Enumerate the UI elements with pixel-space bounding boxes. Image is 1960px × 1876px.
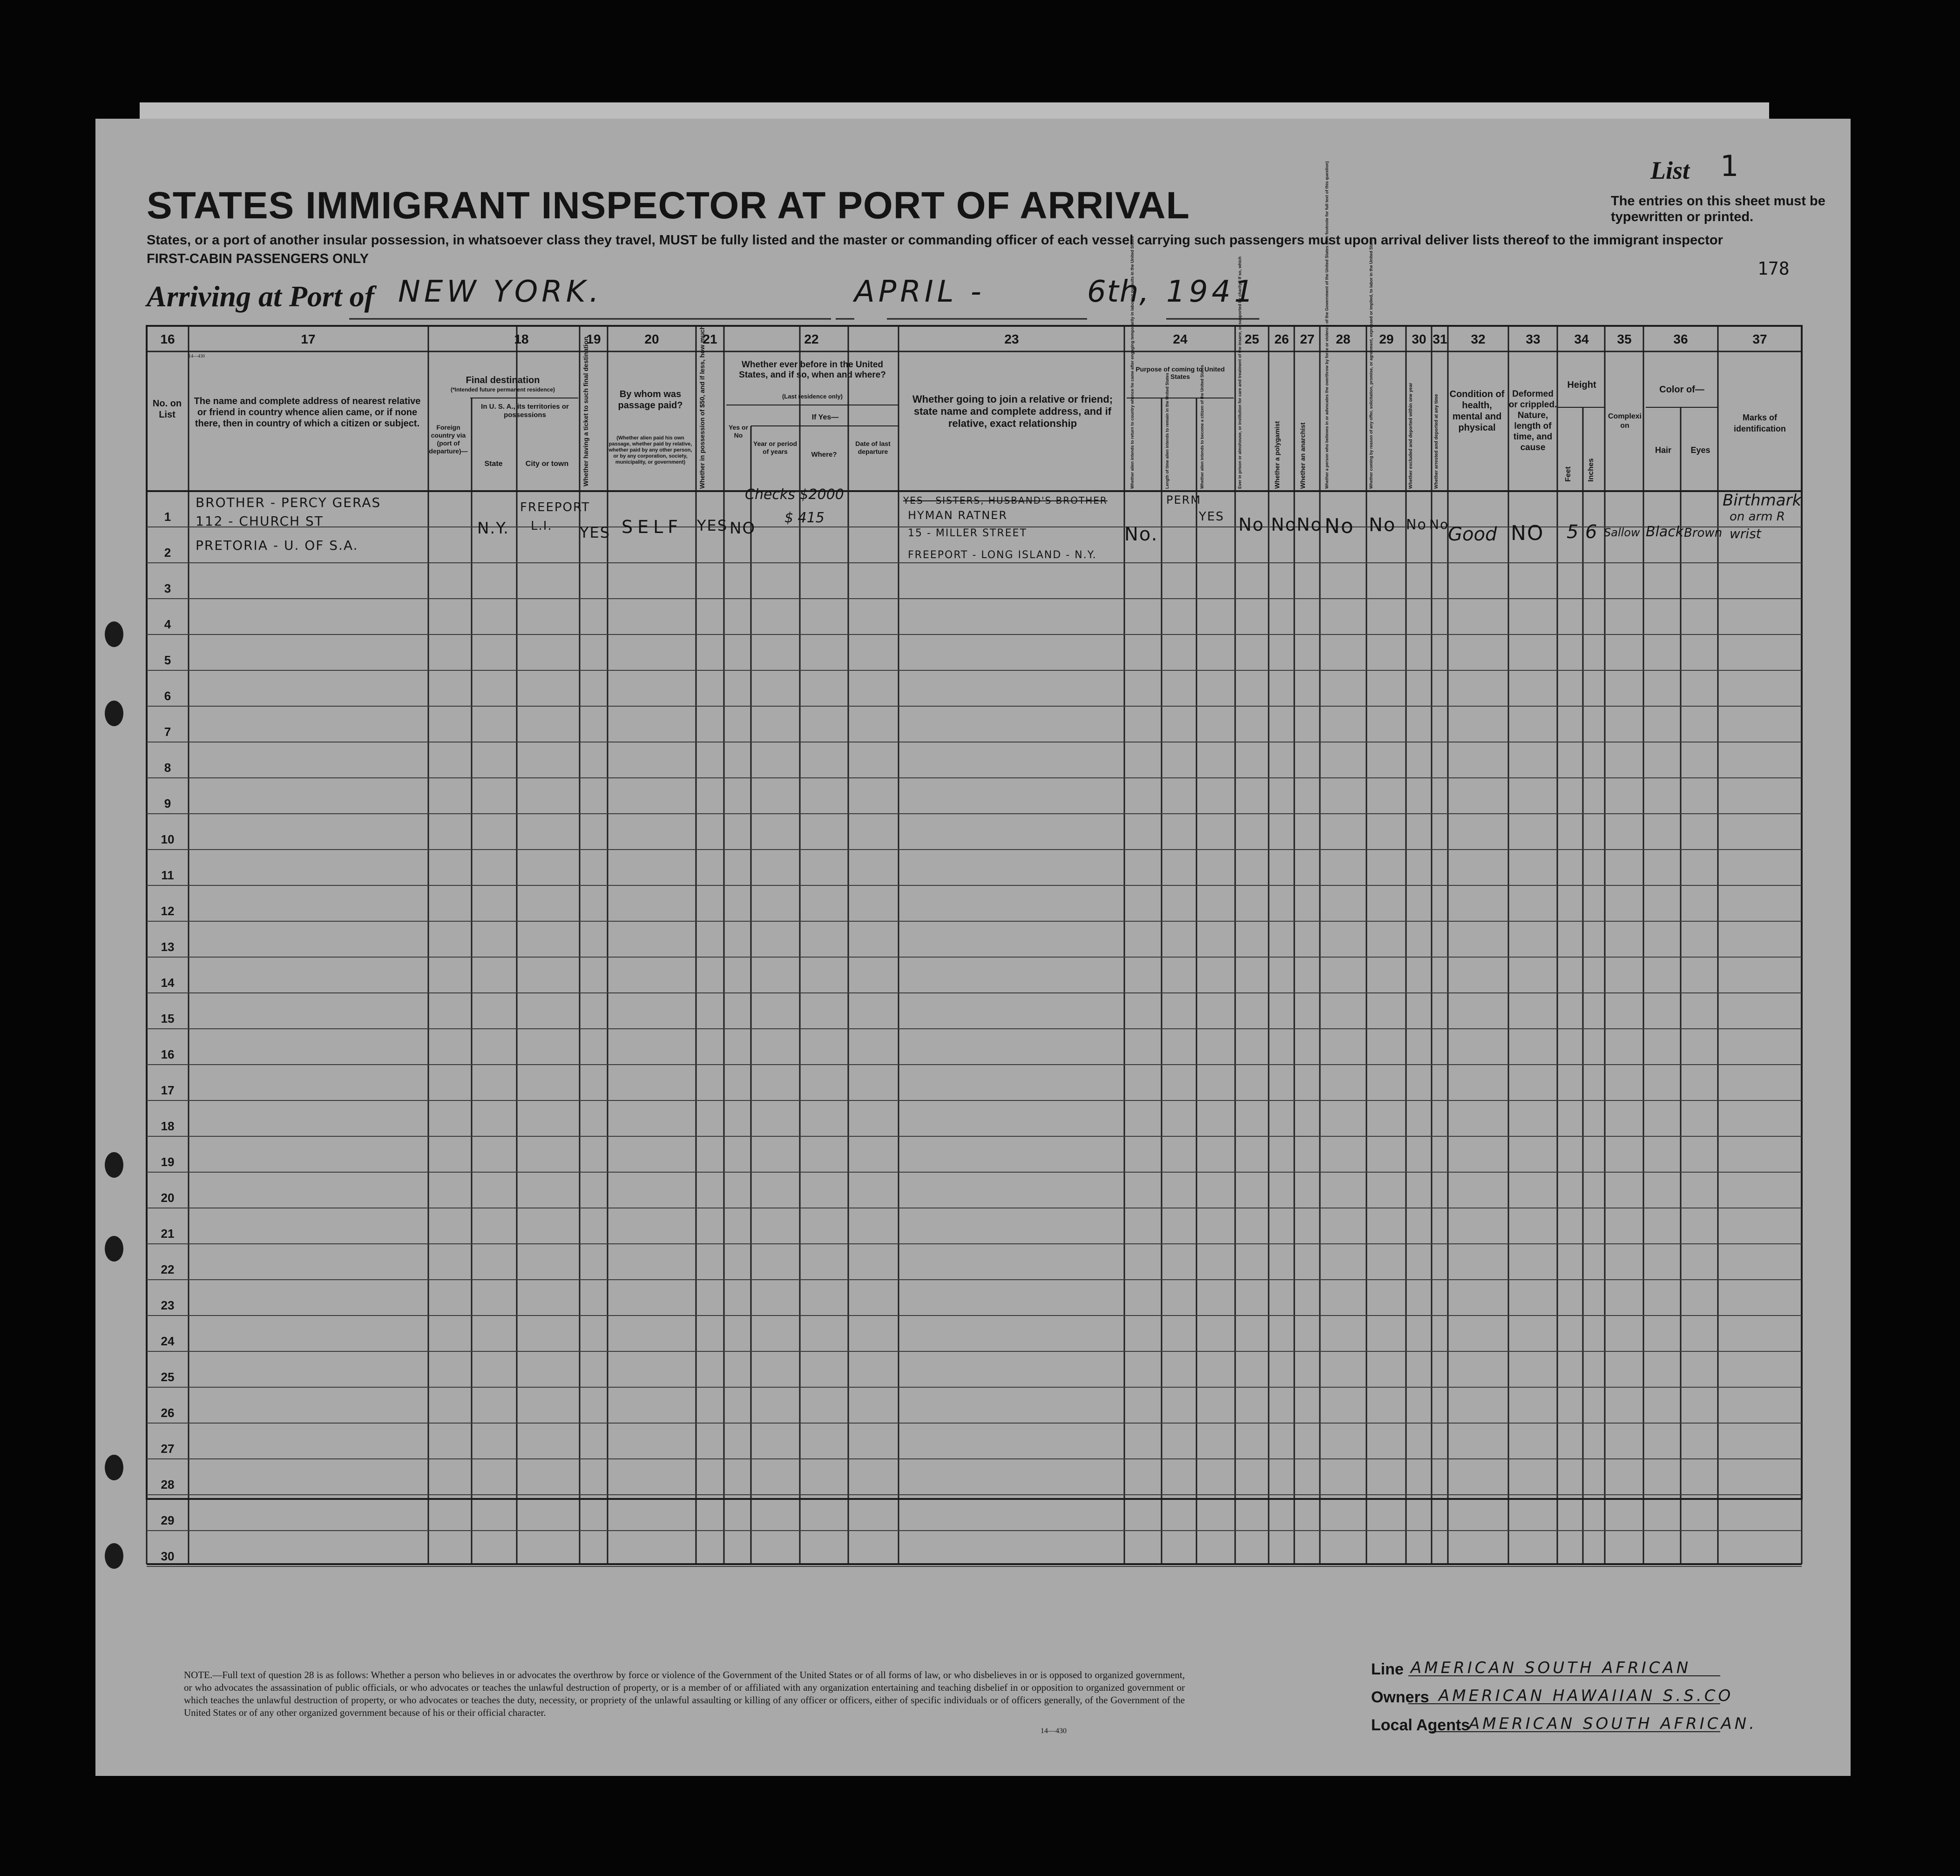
header-color-of: Color of— bbox=[1659, 385, 1704, 395]
row-number: 15 bbox=[161, 1012, 175, 1026]
column-number: 35 bbox=[1617, 332, 1632, 346]
header-deformed: Deformed or crippled. Nature, length of time, and cause bbox=[1508, 389, 1557, 452]
entry1-money: YES bbox=[697, 517, 728, 534]
column-number: 28 bbox=[1336, 332, 1351, 346]
header-passage-note: (Whether alien paid his own passage, whether paid by relative, whether paid by any other person, or by any corporation, society, municipality, or government) bbox=[608, 435, 692, 465]
row-number: 27 bbox=[161, 1442, 175, 1456]
header-anarchist: Whether an anarchist bbox=[1299, 422, 1306, 489]
header-final-destination: Final destination bbox=[466, 375, 540, 385]
row-number: 23 bbox=[161, 1298, 175, 1312]
entry1-health: Good bbox=[1448, 524, 1497, 545]
entry1-join-line3: 15 - MILLER STREET bbox=[908, 527, 1027, 539]
header-ever-before-note: (Last residence only) bbox=[782, 393, 843, 400]
column-number: 24 bbox=[1173, 332, 1188, 346]
entry1-relative-line1: BROTHER - PERCY GERAS bbox=[196, 495, 381, 510]
list-label: List bbox=[1650, 156, 1690, 184]
header-foreign-country: Foreign country via (port of departure)— bbox=[429, 424, 468, 455]
row-number: 28 bbox=[161, 1478, 175, 1491]
column-number: 17 bbox=[301, 332, 316, 346]
row-number: 2 bbox=[164, 546, 171, 560]
column-number: 21 bbox=[703, 332, 717, 346]
entry1-join-line1: YES - SISTERS, HUSBAND'S BROTHER bbox=[903, 495, 1108, 506]
row-number: 22 bbox=[161, 1262, 175, 1276]
entry1-checks-line2: $ 415 bbox=[784, 510, 825, 526]
row-number: 18 bbox=[161, 1119, 175, 1133]
row-number: 20 bbox=[161, 1191, 175, 1205]
month-value: APRIL - bbox=[854, 275, 985, 309]
row-number: 3 bbox=[164, 581, 171, 595]
row-number: 12 bbox=[161, 904, 175, 918]
year-value: 1941 bbox=[1166, 275, 1257, 309]
column-number: 19 bbox=[586, 332, 601, 346]
header-purpose-return: Whether alien intends to return to country whence he came after engaging temporarily in laboring pursuits in the United States bbox=[1130, 236, 1135, 489]
header-usa: In U. S. A., its territories or possessions bbox=[481, 403, 569, 419]
line-label: Line bbox=[1371, 1660, 1404, 1678]
header-final-destination-note: (*Intended future permanent residence) bbox=[450, 386, 555, 393]
header-if-yes: If Yes— bbox=[811, 413, 839, 421]
header-where: Where? bbox=[811, 451, 837, 459]
row-number: 8 bbox=[164, 761, 171, 775]
header-state: State bbox=[484, 460, 503, 468]
header-eyes: Eyes bbox=[1690, 445, 1710, 455]
entry1-passage: SELF bbox=[622, 517, 683, 537]
question-28-footnote: NOTE.—Full text of question 28 is as follows: Whether a person who believes in or advocates the overthrow by force or violence of the Government of the United States or of all forms of law, or who disbelieves in or is opposed to organized government, or who advocates the assassination of public officials, or who advocates or teaches the unlawful destruction of property, or is a member of or affiliated with any organization entertaining and teaching disbelief in or opposition to organized government or which teaches the unlawful destruction of property, or who advocates or teaches the duty, necessity, or propriety of the unlawful assaulting or killing of any officer or officers, either of specific individuals or of officers generally, of the Government of the United States or of any other organized government because of his or their official character. bbox=[184, 1669, 1185, 1718]
header-prison: Ever in prison or almshouse, or institution for care and treatment of the insane, or supported by charity? If so, which bbox=[1237, 256, 1242, 489]
header-excluded: Whether excluded and deported within one year bbox=[1408, 383, 1413, 489]
entry1-labor: No bbox=[1369, 514, 1396, 536]
header-ticket: Whether having a ticket to such final destination bbox=[582, 336, 589, 486]
header-passage: By whom was passage paid? bbox=[618, 389, 683, 411]
entry1-prison: No bbox=[1238, 514, 1264, 535]
column-number: 16 bbox=[160, 332, 175, 346]
entry1-length: PERM bbox=[1166, 493, 1202, 506]
header-feet: Feet bbox=[1564, 466, 1572, 482]
header-height: Height bbox=[1567, 380, 1596, 390]
instructions-line: States, or a port of another insular possession, in whatsoever class they travel, MUST be fully listed and the master or commanding officer of each vessel carrying such passengers must upon arrival deliver lists thereof to the immigrant inspector bbox=[147, 233, 1723, 248]
row-number: 24 bbox=[161, 1334, 175, 1348]
row-number: 14 bbox=[161, 976, 175, 990]
column-number: 31 bbox=[1433, 332, 1447, 346]
header-inches: Inches bbox=[1587, 458, 1595, 482]
column-number: 37 bbox=[1752, 332, 1767, 346]
entry1-relative-line3: PRETORIA - U. OF S.A. bbox=[196, 538, 358, 553]
column-number: 32 bbox=[1471, 332, 1486, 346]
header-yes-no: Yes or No bbox=[728, 424, 749, 439]
column-number: 30 bbox=[1412, 332, 1426, 346]
entry1-hair: Black bbox=[1646, 524, 1684, 540]
entry1-join-line4: FREEPORT - LONG ISLAND - N.Y. bbox=[908, 549, 1097, 561]
header-purpose-length: Length of time alien intends to remain in the United States bbox=[1165, 372, 1169, 489]
passenger-class: FIRST-CABIN PASSENGERS ONLY bbox=[147, 251, 369, 266]
header-overthrow: Whether a person who believes in or advocates the overthrow by force or violence of the Government of the United States (See footnote for full text of this question) bbox=[1325, 161, 1329, 489]
entry1-polygamist: No bbox=[1271, 514, 1297, 535]
column-number: 25 bbox=[1244, 332, 1259, 346]
row-number: 10 bbox=[161, 832, 175, 846]
entry1-marks-line1: Birthmark bbox=[1723, 491, 1802, 510]
column-number: 26 bbox=[1274, 332, 1289, 346]
column-number: 36 bbox=[1673, 332, 1688, 346]
entry1-city-line2: L.I. bbox=[531, 519, 553, 533]
entry1-city-line1: FREEPORT bbox=[520, 500, 590, 514]
local-agents-value: AMERICAN SOUTH AFRICAN. bbox=[1469, 1714, 1757, 1733]
entry1-relative-line2: 112 - CHURCH ST bbox=[196, 513, 324, 529]
header-hair: Hair bbox=[1655, 445, 1671, 455]
header-arrested: Whether arrested and deported at any time bbox=[1434, 394, 1439, 489]
entry1-return: No. bbox=[1124, 524, 1158, 545]
entry1-complexion: Sallow bbox=[1604, 526, 1640, 539]
row-number: 25 bbox=[161, 1370, 175, 1384]
entry1-feet: 5 bbox=[1567, 521, 1579, 543]
entry1-excluded: No bbox=[1406, 517, 1427, 533]
entry1-state: N.Y. bbox=[477, 519, 509, 538]
row-number: 5 bbox=[164, 653, 171, 667]
local-agents-label: Local Agents bbox=[1371, 1716, 1470, 1734]
entry1-eyes: Brown bbox=[1684, 526, 1723, 540]
line-value: AMERICAN SOUTH AFRICAN bbox=[1411, 1659, 1691, 1677]
entry1-overthrow: No bbox=[1325, 514, 1354, 538]
entry1-before: NO bbox=[730, 519, 756, 538]
row-number: 7 bbox=[164, 725, 171, 739]
header-purpose: Purpose of coming to United States bbox=[1135, 365, 1225, 380]
entry1-deformed: NO bbox=[1511, 521, 1544, 545]
entry1-marks-line2: on arm R bbox=[1730, 510, 1785, 524]
row-number: 11 bbox=[161, 868, 174, 882]
row-number: 29 bbox=[161, 1513, 175, 1527]
entry1-citizen: YES bbox=[1199, 510, 1224, 524]
row-number: 21 bbox=[161, 1227, 175, 1241]
header-date-departure: Date of last departure bbox=[855, 440, 891, 455]
page-title: STATES IMMIGRANT INSPECTOR AT PORT OF ARRIVAL bbox=[147, 184, 1190, 227]
arriving-label: Arriving at Port of bbox=[147, 280, 374, 313]
entry1-anarchist: No bbox=[1297, 514, 1323, 535]
entry1-inches: 6 bbox=[1585, 521, 1597, 543]
header-join-relative: Whether going to join a relative or friend; state name and complete address, and if relative, exact relationship bbox=[912, 393, 1113, 429]
entry1-ticket: YES bbox=[580, 524, 611, 541]
form-code-bottom: 14—430 bbox=[1041, 1727, 1067, 1735]
entry1-marks-line3: wrist bbox=[1730, 526, 1761, 541]
header-labor-offer: Whether coming by reason of any offer, solicitation, promise, or agreement, expressed or implied, to labor in the United States bbox=[1369, 237, 1373, 489]
owners-label: Owners bbox=[1371, 1688, 1429, 1706]
header-relative: The name and complete address of nearest relative or friend in country whence alien came, or if none there, then in country of which a citizen or subject. bbox=[194, 396, 421, 429]
header-health: Condition of health, mental and physical bbox=[1449, 389, 1505, 433]
column-number: 33 bbox=[1526, 332, 1541, 346]
header-ever-before: Whether ever before in the United States, and if so, when and where? bbox=[739, 360, 886, 380]
column-number: 34 bbox=[1574, 332, 1589, 346]
row-number: 9 bbox=[164, 796, 171, 810]
row-number: 17 bbox=[161, 1083, 175, 1097]
column-number: 23 bbox=[1004, 332, 1019, 346]
header-year: Year or period of years bbox=[753, 440, 798, 455]
row-number: 4 bbox=[164, 617, 171, 631]
sheet-number: 178 bbox=[1757, 258, 1790, 279]
manifest-sheet bbox=[95, 119, 1851, 1776]
header-marks: Marks of identification bbox=[1734, 413, 1786, 433]
header-polygamist: Whether a polygamist bbox=[1273, 421, 1281, 489]
header-money: Whether in possession of $50, and if less, how much bbox=[698, 325, 706, 489]
header-purpose-citizen: Whether alien intends to become a citizen of the United States bbox=[1200, 364, 1204, 489]
list-number: 1 bbox=[1720, 149, 1739, 183]
column-number: 22 bbox=[804, 332, 819, 346]
entry1-arrested: No bbox=[1429, 517, 1449, 532]
day-value: 6th, bbox=[1087, 275, 1150, 309]
column-number: 18 bbox=[514, 332, 529, 346]
header-list-number: No. on List bbox=[152, 398, 182, 420]
header-city: City or town bbox=[525, 460, 569, 468]
row-number: 30 bbox=[161, 1549, 175, 1563]
column-number: 27 bbox=[1300, 332, 1315, 346]
form-code-top: 14—430 bbox=[189, 354, 205, 359]
column-number: 29 bbox=[1379, 332, 1394, 346]
port-value: NEW YORK. bbox=[398, 275, 603, 309]
typewritten-note: The entries on this sheet must be typewritten or printed. bbox=[1611, 194, 1825, 224]
header-complexion: Complexion bbox=[1608, 412, 1642, 430]
entry1-join-line2: HYMAN RATNER bbox=[908, 509, 1008, 522]
row-number: 13 bbox=[161, 940, 175, 954]
entry1-checks-line1: Checks $2000 bbox=[745, 486, 844, 503]
row-number: 16 bbox=[161, 1047, 175, 1061]
table-grid bbox=[95, 119, 1851, 1776]
column-number: 20 bbox=[644, 332, 659, 346]
row-number: 19 bbox=[161, 1155, 175, 1169]
row-number: 1 bbox=[164, 510, 171, 524]
row-number: 6 bbox=[164, 689, 171, 703]
owners-value: AMERICAN HAWAIIAN S.S.CO bbox=[1439, 1687, 1734, 1705]
row-number: 26 bbox=[161, 1406, 175, 1420]
